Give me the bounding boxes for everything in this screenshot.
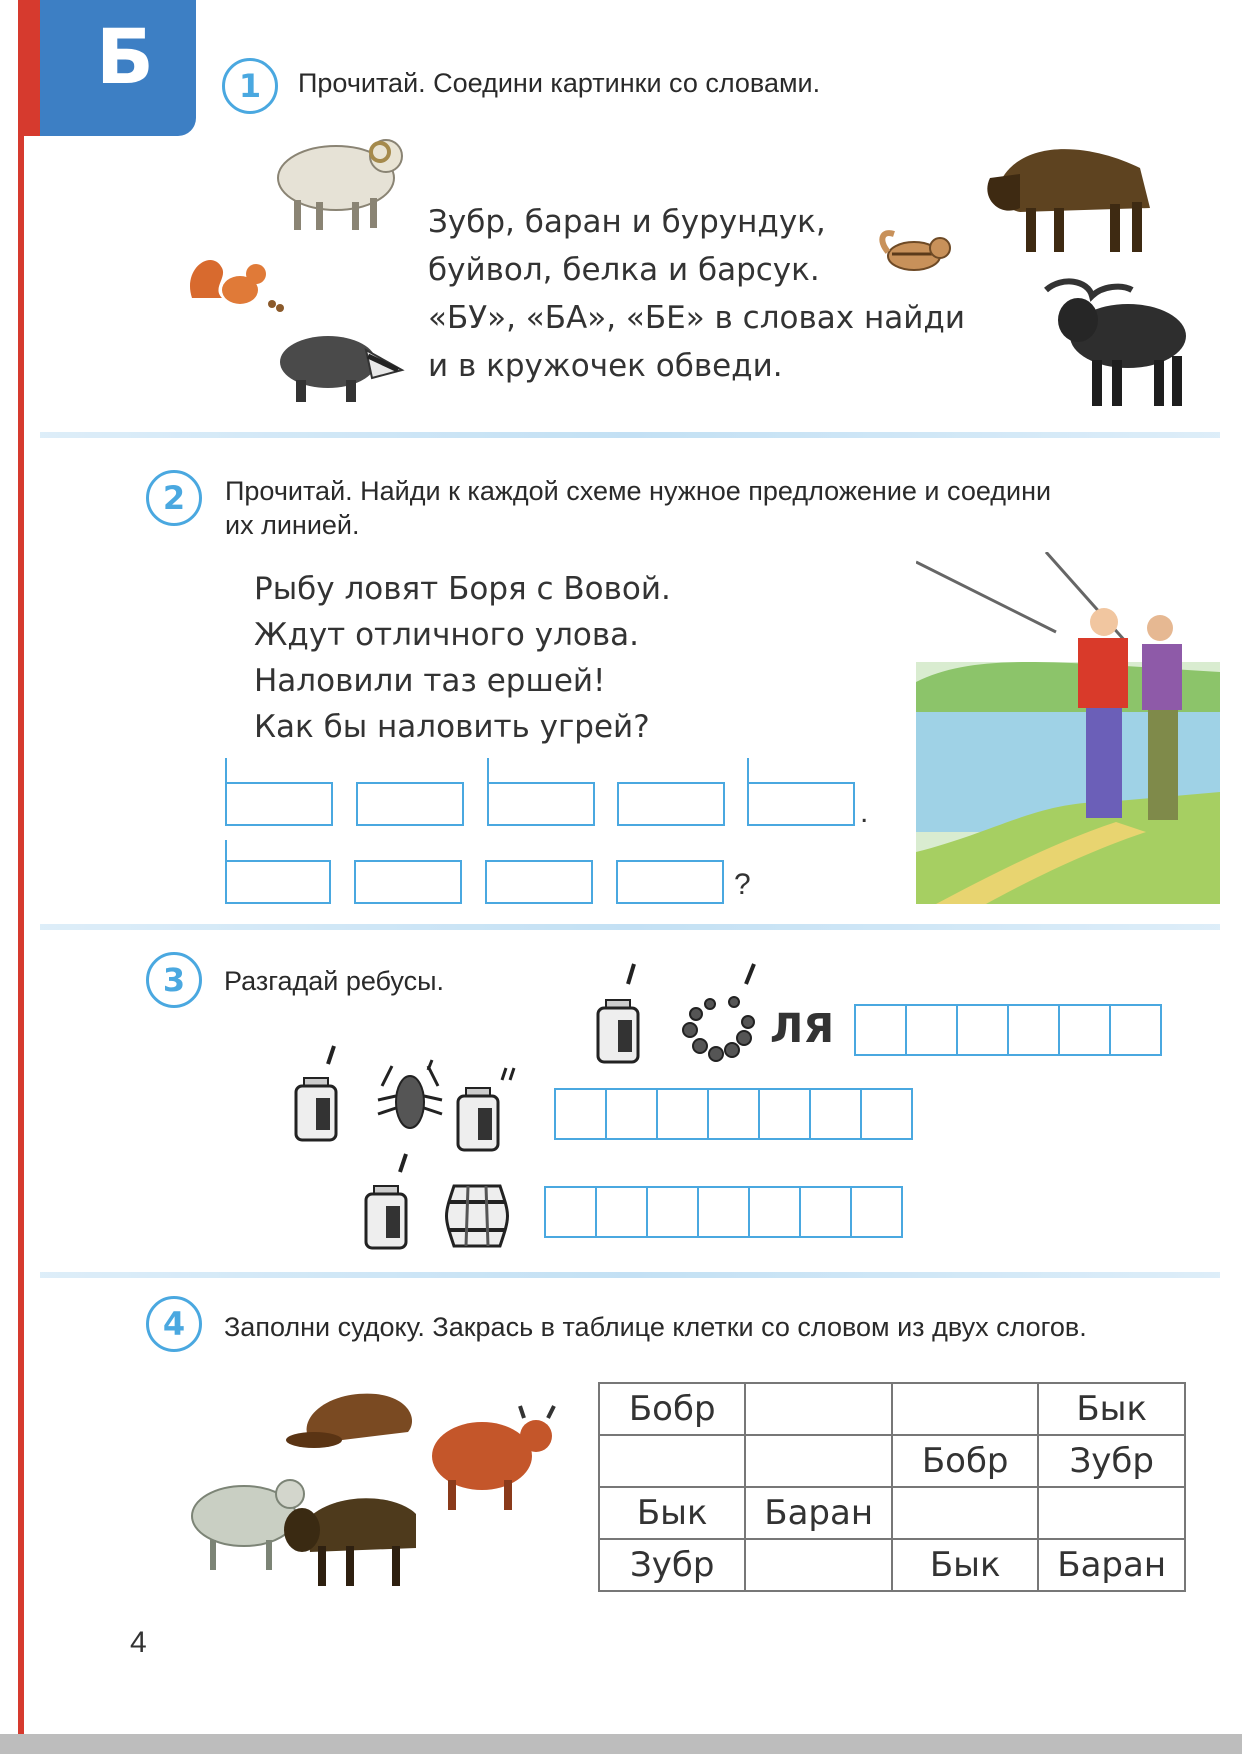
task-2-instruction-line: их линией. (225, 510, 360, 540)
chipmunk-illustration (878, 224, 962, 280)
buffalo-illustration (1042, 276, 1192, 410)
sudoku-cell[interactable]: Бобр (599, 1383, 745, 1435)
sudoku-cell[interactable] (745, 1539, 892, 1591)
section-divider (40, 1272, 1220, 1278)
fishing-boys-illustration (916, 552, 1220, 904)
answer-cell[interactable] (1109, 1004, 1162, 1056)
answer-cell[interactable] (860, 1088, 913, 1140)
sudoku-cell[interactable] (892, 1383, 1038, 1435)
sentence: Как бы наловить угрей? (254, 709, 650, 745)
sudoku-cell[interactable]: Зубр (1038, 1435, 1185, 1487)
sudoku-cell[interactable]: Бык (1038, 1383, 1185, 1435)
sudoku-cell[interactable]: Бык (892, 1539, 1038, 1591)
sentences-list (254, 566, 671, 750)
poem-line: и в кружочек обведи. (428, 348, 783, 384)
sudoku-row (599, 1539, 1185, 1591)
sudoku-cell[interactable]: Баран (745, 1487, 892, 1539)
answer-cell[interactable] (799, 1186, 852, 1238)
capital-letter-mark (747, 758, 749, 782)
answer-cells-rebus-2[interactable] (556, 1088, 913, 1140)
answer-cell[interactable] (646, 1186, 699, 1238)
sudoku-row (599, 1435, 1185, 1487)
section-tab (24, 0, 196, 136)
word-box (617, 782, 725, 826)
task-1-instruction: Прочитай. Соедини картинки со словами. (298, 68, 821, 98)
answer-cell[interactable] (1058, 1004, 1111, 1056)
sudoku-cell[interactable] (745, 1383, 892, 1435)
word-box (616, 860, 724, 904)
badger-illustration (276, 322, 406, 406)
section-divider (40, 432, 1220, 438)
word-box (354, 860, 462, 904)
sudoku-row (599, 1487, 1185, 1539)
word-box (225, 860, 331, 904)
poem-line: Зубр, баран и бурундук, (428, 204, 826, 240)
sudoku-cell[interactable] (599, 1435, 745, 1487)
ram-illustration (266, 130, 414, 234)
sudoku-cell[interactable]: Бык (599, 1487, 745, 1539)
sudoku-cell[interactable] (745, 1435, 892, 1487)
task-4-number: 4 (146, 1296, 202, 1352)
section-letter: Б (96, 12, 154, 101)
answer-cell[interactable] (758, 1088, 811, 1140)
answer-cell[interactable] (905, 1004, 958, 1056)
poem-line: буйвол, белка и барсук. (428, 252, 820, 288)
word-box (485, 860, 593, 904)
sudoku-table[interactable] (598, 1382, 1186, 1592)
answer-cell[interactable] (1007, 1004, 1060, 1056)
crayfish-icon (372, 1056, 450, 1148)
sudoku-cell[interactable]: Зубр (599, 1539, 745, 1591)
word-box (356, 782, 464, 826)
answer-cell[interactable] (595, 1186, 648, 1238)
sudoku-row (599, 1383, 1185, 1435)
sudoku-cell[interactable] (892, 1487, 1038, 1539)
scan-bottom-edge (0, 1734, 1242, 1754)
rebus-syllable: ЛЯ (770, 1006, 835, 1052)
task-2-instruction-line: Прочитай. Найди к каждой схеме нужное предложение и соедини (225, 476, 1052, 506)
scheme-period: . (860, 796, 869, 829)
jar-icon (356, 1150, 426, 1256)
squirrel-illustration (182, 248, 288, 318)
page-edge (18, 0, 24, 1740)
sentence: Ждут отличного улова. (254, 617, 639, 653)
answer-cell[interactable] (554, 1088, 607, 1140)
answer-cell[interactable] (707, 1088, 760, 1140)
section-tab-stripe (24, 0, 40, 136)
task-3-number: 3 (146, 952, 202, 1008)
sentence: Наловили таз ершей! (254, 663, 606, 699)
answer-cell[interactable] (956, 1004, 1009, 1056)
sentence: Рыбу ловят Боря с Вовой. (254, 571, 671, 607)
task-4-instruction: Заполни судоку. Закрась в таблице клетки со словом из двух слогов. (224, 1312, 1087, 1342)
section-divider (40, 924, 1220, 930)
answer-cell[interactable] (656, 1088, 709, 1140)
jar-icon (286, 1042, 356, 1148)
answer-cells-rebus-3[interactable] (546, 1186, 903, 1238)
answer-cell[interactable] (854, 1004, 907, 1056)
jar-icon (590, 960, 660, 1070)
answer-cell[interactable] (605, 1088, 658, 1140)
beads-icon (676, 960, 766, 1070)
answer-cell[interactable] (850, 1186, 903, 1238)
animals-group-illustration (186, 1380, 574, 1592)
sudoku-cell[interactable] (1038, 1487, 1185, 1539)
answer-cell[interactable] (544, 1186, 597, 1238)
task-2-number: 2 (146, 470, 202, 526)
answer-cell[interactable] (748, 1186, 801, 1238)
capital-letter-mark (225, 758, 227, 782)
task-2-instruction (225, 474, 1185, 542)
word-box (225, 782, 333, 826)
answer-cell[interactable] (697, 1186, 750, 1238)
scheme-question-mark: ? (734, 868, 751, 901)
answer-cell[interactable] (809, 1088, 862, 1140)
capital-letter-mark (487, 758, 489, 782)
word-box (487, 782, 595, 826)
barrel-icon (444, 1180, 510, 1252)
sudoku-cell[interactable]: Баран (1038, 1539, 1185, 1591)
poem-line: «БУ», «БА», «БЕ» в словах найди (428, 300, 965, 336)
page-number: 4 (130, 1626, 147, 1659)
word-box (747, 782, 855, 826)
answer-cells-rebus-1[interactable] (856, 1004, 1162, 1056)
sudoku-cell[interactable]: Бобр (892, 1435, 1038, 1487)
task-3-instruction: Разгадай ребусы. (224, 966, 445, 996)
jar-icon (450, 1062, 524, 1156)
bison-illustration (980, 138, 1164, 256)
task-1-number: 1 (222, 58, 278, 114)
